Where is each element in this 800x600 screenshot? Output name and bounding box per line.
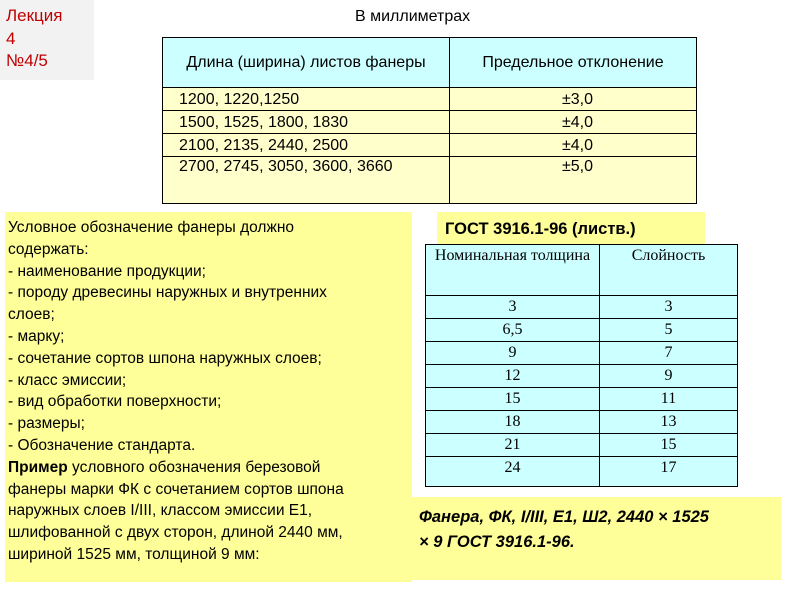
sheet-size-cell: 2100, 2135, 2440, 2500 <box>163 134 450 157</box>
thickness-cell: 15 <box>426 388 600 411</box>
ply-count-cell: 17 <box>600 457 738 487</box>
tolerance-cell: ±3,0 <box>450 88 697 111</box>
note-line: - породу древесины наружных и внутренних <box>8 284 327 302</box>
table-row <box>426 388 738 411</box>
example-designation-line: Фанера, ФК, I/III, Е1, Ш2, 2440 × 1525 <box>419 508 709 526</box>
table-header-row <box>163 38 697 88</box>
lecture-number: 4 <box>6 29 16 48</box>
note-line: шириной 1525 мм, толщиной 9 мм: <box>8 545 260 563</box>
note-line: фанеры марки ФК с сочетанием сортов шпона <box>8 480 344 498</box>
thickness-cell: 24 <box>426 457 600 487</box>
note-line: содержать: <box>8 240 89 258</box>
table-row <box>163 111 697 134</box>
note-line: - класс эмиссии; <box>8 371 127 389</box>
units-caption: В миллиметрах <box>355 8 471 25</box>
sheet-size-cell: 1500, 1525, 1800, 1830 <box>163 111 450 134</box>
lecture-title: Лекция <box>6 6 63 25</box>
table-header-row <box>426 245 738 296</box>
table-row <box>426 411 738 434</box>
example-designation-line: × 9 ГОСТ 3916.1-96. <box>419 533 575 551</box>
header-tolerance: Предельное отклонение <box>450 38 697 88</box>
table-row <box>163 88 697 111</box>
note-line: - наименование продукции; <box>8 262 206 280</box>
table-row <box>163 157 697 204</box>
thickness-cell: 3 <box>426 296 600 319</box>
lecture-label <box>0 0 94 80</box>
lecture-slide-number: №4/5 <box>6 51 48 70</box>
ply-count-cell: 5 <box>600 319 738 342</box>
sheet-size-cell: 2700, 2745, 3050, 3600, 3660 <box>163 157 450 204</box>
thickness-cell: 18 <box>426 411 600 434</box>
note-line: - марку; <box>8 327 65 345</box>
gost-label: ГОСТ 3916.1-96 (листв.) <box>437 212 705 246</box>
ply-count-cell: 9 <box>600 365 738 388</box>
table-row <box>426 342 738 365</box>
sheet-size-table <box>162 37 697 204</box>
tolerance-cell: ±4,0 <box>450 111 697 134</box>
example-intro-line <box>8 457 412 479</box>
note-line: - вид обработки поверхности; <box>8 393 222 411</box>
table-row <box>163 134 697 157</box>
ply-count-cell: 11 <box>600 388 738 411</box>
ply-count-table <box>425 244 738 487</box>
ply-count-cell: 3 <box>600 296 738 319</box>
table-row <box>426 457 738 487</box>
header-nominal-thickness: Номинальная толщина <box>426 245 600 296</box>
table-row <box>426 319 738 342</box>
header-sheet-length: Длина (ширина) листов фанеры <box>163 38 450 88</box>
table-row <box>426 365 738 388</box>
thickness-cell: 12 <box>426 365 600 388</box>
ply-count-cell: 7 <box>600 342 738 365</box>
tolerance-cell: ±4,0 <box>450 134 697 157</box>
example-bold-label: Пример <box>8 458 68 476</box>
note-line: шлифованной с двух сторон, длиной 2440 мм, <box>8 524 343 542</box>
tolerance-cell: ±5,0 <box>450 157 697 204</box>
note-line: слоев; <box>8 306 55 324</box>
note-line: - сочетание сортов шпона наружных слоев; <box>8 349 322 367</box>
note-line: - размеры; <box>8 415 85 433</box>
example-intro-text: условного обозначения березовой <box>67 458 321 476</box>
thickness-cell: 6,5 <box>426 319 600 342</box>
table-row <box>426 434 738 457</box>
thickness-cell: 21 <box>426 434 600 457</box>
ply-count-cell: 13 <box>600 411 738 434</box>
note-line: Условное обозначение фанеры должно <box>8 219 295 236</box>
thickness-cell: 9 <box>426 342 600 365</box>
table-row <box>426 296 738 319</box>
sheet-size-cell: 1200, 1220,1250 <box>163 88 450 111</box>
header-ply-count: Слойность <box>600 245 738 296</box>
note-line: - Обозначение стандарта. <box>8 436 196 454</box>
example-designation <box>411 497 781 580</box>
note-line: наружных слоев I/III, классом эмиссии Е1, <box>8 502 313 520</box>
ply-count-cell: 15 <box>600 434 738 457</box>
notation-requirements-note <box>5 212 412 582</box>
